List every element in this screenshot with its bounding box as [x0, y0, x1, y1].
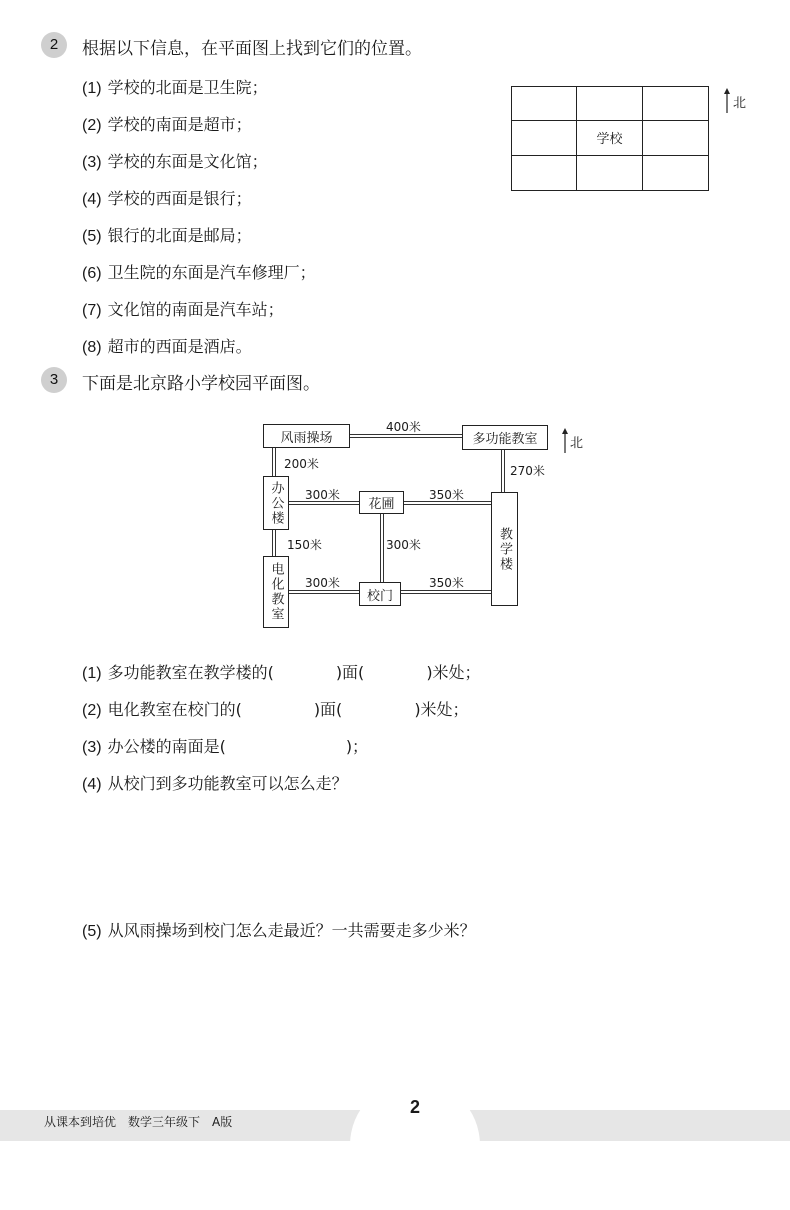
- q2-item-1: (1) 学校的北面是卫生院；: [82, 78, 268, 97]
- question-3-title: 下面是北京路小学校园平面图。: [82, 374, 320, 394]
- q3-question-2: (2) 电化教室在校门的( )面( )米处；: [82, 700, 469, 719]
- distance-label: 270米: [510, 464, 545, 478]
- footer-book-title: 从课本到培优 数学三年级下 A版: [44, 1115, 233, 1129]
- distance-label: 350米: [429, 488, 464, 502]
- q3-question-3: (3) 办公楼的南面是( )；: [82, 737, 369, 756]
- place-office-building: 办公楼: [263, 476, 289, 530]
- place-garden: 花圃: [359, 491, 404, 514]
- distance-label: 350米: [429, 576, 464, 590]
- distance-label: 300米: [386, 538, 421, 552]
- q2-item-7: (7) 文化馆的南面是汽车站；: [82, 300, 284, 319]
- q3-question-4: (4) 从校门到多功能教室可以怎么走？: [82, 774, 348, 793]
- place-playground: 风雨操场: [263, 424, 350, 448]
- q2-item-2: (2) 学校的南面是超市；: [82, 115, 252, 134]
- distance-label: 300米: [305, 576, 340, 590]
- q2-item-3: (3) 学校的东面是文化馆；: [82, 152, 268, 171]
- distance-label: 150米: [287, 538, 322, 552]
- q3-question-5: (5) 从风雨操场到校门怎么走最近？一共需要走多少米？: [82, 921, 476, 940]
- place-teaching-building: 教学楼: [491, 492, 518, 606]
- north-label: 北: [733, 96, 747, 111]
- map-north-label: 北: [570, 436, 584, 451]
- question-2-title: 根据以下信息，在平面图上找到它们的位置。: [82, 39, 422, 59]
- grid-cell-school: 学校: [577, 121, 642, 155]
- answer-area-4[interactable]: [82, 800, 682, 905]
- road-playground-office: [272, 448, 276, 476]
- q3-question-1: (1) 多功能教室在教学楼的( )面( )米处；: [82, 663, 481, 682]
- road-multimedia-teaching: [501, 450, 505, 492]
- road-office-av: [272, 530, 276, 556]
- distance-label: 400米: [386, 420, 421, 434]
- distance-label: 300米: [305, 488, 340, 502]
- answer-area-5[interactable]: [82, 948, 682, 1078]
- road-garden-gate: [380, 514, 384, 582]
- q2-item-8: (8) 超市的西面是酒店。: [82, 337, 252, 356]
- q2-item-4: (4) 学校的西面是银行；: [82, 189, 252, 208]
- place-av-classroom: 电化教室: [263, 556, 289, 628]
- distance-label: 200米: [284, 457, 319, 471]
- question-2-number: 2: [41, 32, 67, 58]
- question-3-number: 3: [41, 367, 67, 393]
- page-number: 2: [409, 1097, 420, 1117]
- north-arrow-icon: [561, 428, 569, 454]
- place-school-gate: 校门: [359, 582, 401, 606]
- q2-item-5: (5) 银行的北面是邮局；: [82, 226, 252, 245]
- q2-item-6: (6) 卫生院的东面是汽车修理厂；: [82, 263, 316, 282]
- place-multimedia-room: 多功能教室: [462, 425, 548, 450]
